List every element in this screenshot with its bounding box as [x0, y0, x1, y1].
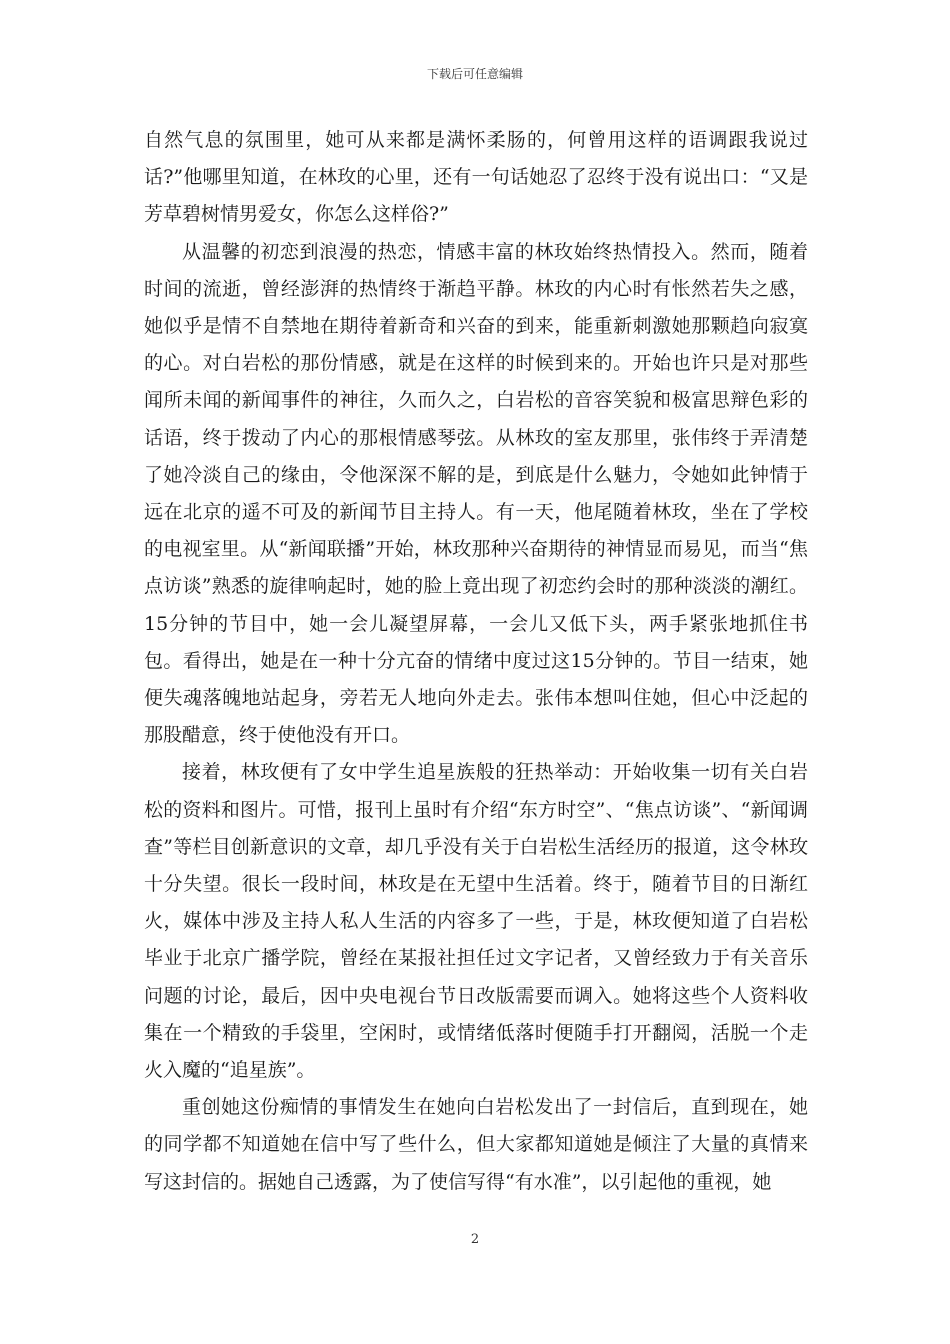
- paragraph-3: 接着，林玫便有了女中学生追星族般的狂热举动：开始收集一切有关白岩松的资料和图片。可惜，报刊上虽时有介绍“东方时空”、“焦点访谈”、“新闻调查”等栏目创新意识的文章，却几乎没有关于白岩松生活经历的报道，这令林玫十分失望。很长一段时间，林玫是在无望中生活着。终于，随着节目的日渐红火，媒体中涉及主持人私人生活的内容多了一些，于是，林玫便知道了白岩松毕业于北京广播学院，曾经在某报社担任过文字记者，又曾经致力于有关音乐问题的讨论，最后，因中央电视台节日改版需要而调入。她将这些个人资料收集在一个精致的手袋里，空闲时，或情绪低落时便随手打开翻阅，活脱一个走火入魔的“追星族”。: [144, 761, 808, 1082]
- paragraph-4: 重创她这份痴情的事情发生在她向白岩松发出了一封信后，直到现在，她的同学都不知道她在信中写了些什么，但大家都知道她是倾注了大量的真情来写这封信的。据她自己透露，为了使信写得“有水准”，以引起他的重视，她: [144, 1096, 808, 1193]
- paragraph-1: 自然气息的氛围里，她可从来都是满怀柔肠的，何曾用这样的语调跟我说过话?”他哪里知道，在林玫的心里，还有一句话她忍了忍终于没有说出口：“又是芳草碧树情男爱女，你怎么这样俗?”: [144, 129, 808, 226]
- page-header: 下载后可任意编辑: [426, 67, 523, 81]
- paragraph-2: 从温馨的初恋到浪漫的热恋，情感丰富的林玫始终热情投入。然而，随着时间的流逝，曾经澎湃的热情终于渐趋平静。林玫的内心时有怅然若失之感，她似乎是情不自禁地在期待着新奇和兴奋的到来，能重新刺激她那颗趋向寂寞的心。对白岩松的那份情感，就是在这样的时候到来的。开始也许只是对那些闻所未闻的新闻事件的神往，久而久之，白岩松的音容笑貌和极富思辩色彩的话语，终于拨动了内心的那根情感琴弦。从林玫的室友那里，张伟终于弄清楚了她冷淡自己的缘由，令他深深不解的是，到底是什么魅力，令她如此钟情于远在北京的遥不可及的新闻节目主持人。有一天，他尾随着林玫，坐在了学校的电视室里。从“新闻联播”开始，林玫那种兴奋期待的神情显而易见，而当“焦点访谈”熟悉的旋律响起时，她的脸上竟出现了初恋约会时的那种淡淡的潮红。15分钟的节目中，她一会儿凝望屏幕，一会儿又低下头，两手紧张地抓住书包。看得出，她是在一种十分亢奋的情绪中度过这15分钟的。节目一结束，她便失魂落魄地站起身，旁若无人地向外走去。张伟本想叫住她，但心中泛起的那股醋意，终于使他没有开口。: [144, 240, 808, 747]
- document-body: [144, 122, 808, 1201]
- page-number: 2: [470, 1232, 480, 1247]
